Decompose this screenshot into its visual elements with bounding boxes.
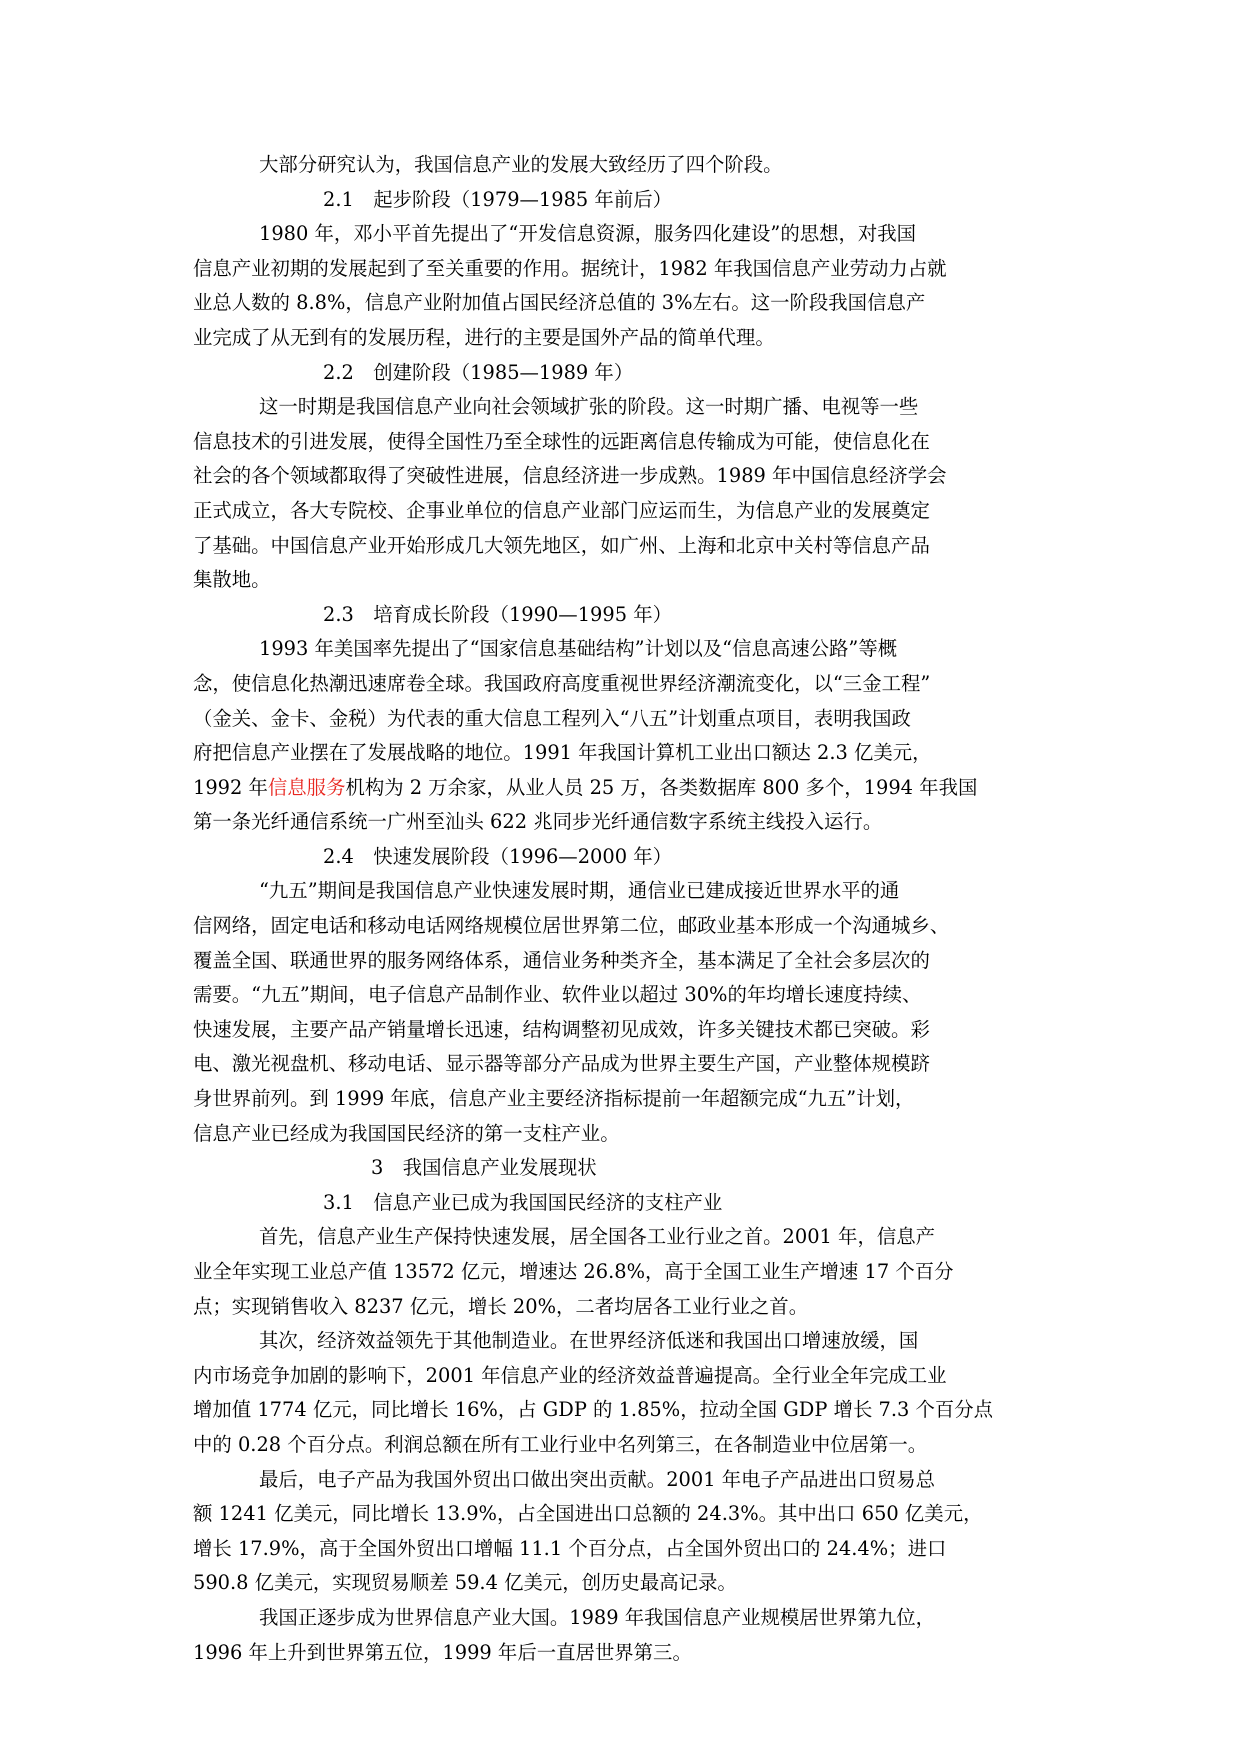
text-line: 需要。“九五”期间，电子信息产品制作业、软件业以超过 30%的年均增长速度持续、 [193, 983, 922, 1007]
text-line: 中的 0.28 个百分点。利润总额在所有工业行业中名列第三，在各制造业中位居第一。 [193, 1432, 928, 1456]
text-line: 额 1241 亿美元，同比增长 13.9%，占全国进出口总额的 24.3%。其中出口 650 亿美元， [193, 1502, 983, 1526]
text-line: 大部分研究认为，我国信息产业的发展大致经历了四个阶段。 [259, 153, 783, 176]
section-heading: 2.1 起步阶段（1979—1985 年前后） [323, 187, 672, 211]
text-line: 590.8 亿美元，实现贸易顺差 59.4 亿美元，创历史最高记录。 [193, 1571, 737, 1595]
section-heading: 2.2 创建阶段（1985—1989 年） [323, 360, 634, 384]
section-heading: 2.3 培育成长阶段（1990—1995 年） [323, 602, 672, 626]
text-line: 内市场竞争加剧的影响下，2001 年信息产业的经济效益普遍提高。全行业全年完成工业 [193, 1363, 947, 1387]
chapter-heading: 3 我国信息产业发展现状 [371, 1156, 597, 1180]
text-line: “九五”期间是我国信息产业快速发展时期，通信业已建成接近世界水平的通 [259, 879, 900, 903]
text-line: 念，使信息化热潮迅速席卷全球。我国政府高度重视世界经济潮流变化，以“三金工程” [193, 671, 931, 695]
text-line: 业总人数的 8.8%，信息产业附加值占国民经济总值的 3%左右。这一阶段我国信息产 [193, 291, 926, 315]
text-line: 覆盖全国、联通世界的服务网络体系，通信业务种类齐全，基本满足了全社会多层次的 [193, 948, 930, 972]
text-line: 了基础。中国信息产业开始形成几大领先地区，如广州、上海和北京中关村等信息产品 [193, 533, 930, 557]
text-line: 业全年实现工业总产值 13572 亿元，增速达 26.8%，高于全国工业生产增速 17 个百分 [193, 1260, 954, 1283]
text-line: 增长 17.9%，高于全国外贸出口增幅 11.1 个百分点，占全国外贸出口的 24.4%；进口 [193, 1536, 947, 1560]
text-line: 身世界前列。到 1999 年底，信息产业主要经济指标提前一年超额完成“九五”计划， [193, 1087, 915, 1111]
text-line: 点；实现销售收入 8237 亿元，增长 20%，二者均居各工业行业之首。 [193, 1294, 809, 1318]
text-line: 信息产业初期的发展起到了至关重要的作用。据统计，1982 年我国信息产业劳动力占就 [193, 256, 947, 280]
text-line: （金关、金卡、金税）为代表的重大信息工程列入“八五”计划重点项目，表明我国政 [193, 706, 911, 730]
text-line: 1993 年美国率先提出了“国家信息基础结构”计划以及“信息高速公路”等概 [259, 637, 898, 661]
text-line: 这一时期是我国信息产业向社会领域扩张的阶段。这一时期广播、电视等一些 [259, 395, 919, 419]
text-line: 快速发展，主要产品产销量增长迅速，结构调整初见成效，许多关键技术都已突破。彩 [193, 1017, 930, 1041]
text-line: 正式成立，各大专院校、企事业单位的信息产业部门应运而生，为信息产业的发展奠定 [193, 498, 930, 522]
section-heading: 3.1 信息产业已成为我国国民经济的支柱产业 [323, 1190, 723, 1214]
info-service-link[interactable]: 信息服务 [267, 775, 346, 799]
text-line: 第一条光纤通信系统一广州至汕头 622 兆同步光纤通信数字系统主线投入运行。 [193, 810, 883, 834]
text-line-with-link [193, 771, 1055, 806]
text-line: 府把信息产业摆在了发展战略的地位。1991 年我国计算机工业出口额达 2.3 亿美元， [193, 741, 932, 765]
text-segment: 1992 年 [193, 775, 268, 799]
text-line: 增加值 1774 亿元，同比增长 16%，占 GDP 的 1.85%，拉动全国 GDP 增长 7.3 个百分点 [193, 1398, 994, 1422]
text-line: 首先，信息产业生产保持快速发展，居全国各工业行业之首。2001 年，信息产 [259, 1225, 936, 1249]
text-line: 电、激光视盘机、移动电话、显示器等部分产品成为世界主要生产国，产业整体规模跻 [193, 1052, 930, 1076]
text-line: 1980 年，邓小平首先提出了“开发信息资源，服务四化建设”的思想，对我国 [259, 222, 917, 246]
text-line: 1996 年上升到世界第五位，1999 年后一直居世界第三。 [193, 1640, 692, 1664]
text-line: 最后，电子产品为我国外贸出口做出突出贡献。2001 年电子产品进出口贸易总 [259, 1467, 936, 1491]
text-line: 信息产业已经成为我国国民经济的第一支柱产业。 [193, 1121, 620, 1145]
text-line: 其次，经济效益领先于其他制造业。在世界经济低迷和我国出口增速放缓，国 [259, 1329, 919, 1353]
document-body [193, 148, 1055, 1670]
text-line: 信网络，固定电话和移动电话网络规模位居世界第二位，邮政业基本形成一个沟通城乡、 [193, 914, 950, 938]
text-line: 我国正逐步成为世界信息产业大国。1989 年我国信息产业规模居世界第九位， [259, 1605, 936, 1629]
text-line: 集散地。 [193, 568, 271, 592]
section-heading: 2.4 快速发展阶段（1996—2000 年） [323, 844, 672, 868]
text-line: 业完成了从无到有的发展历程，进行的主要是国外产品的简单代理。 [193, 325, 775, 349]
text-segment: 机构为 2 万余家，从业人员 25 万，各类数据库 800 多个，1994 年我国 [345, 775, 978, 799]
text-line: 信息技术的引进发展，使得全国性乃至全球性的远距离信息传输成为可能，使信息化在 [193, 429, 930, 453]
text-line: 社会的各个领域都取得了突破性进展，信息经济进一步成熟。1989 年中国信息经济学会 [193, 464, 947, 488]
